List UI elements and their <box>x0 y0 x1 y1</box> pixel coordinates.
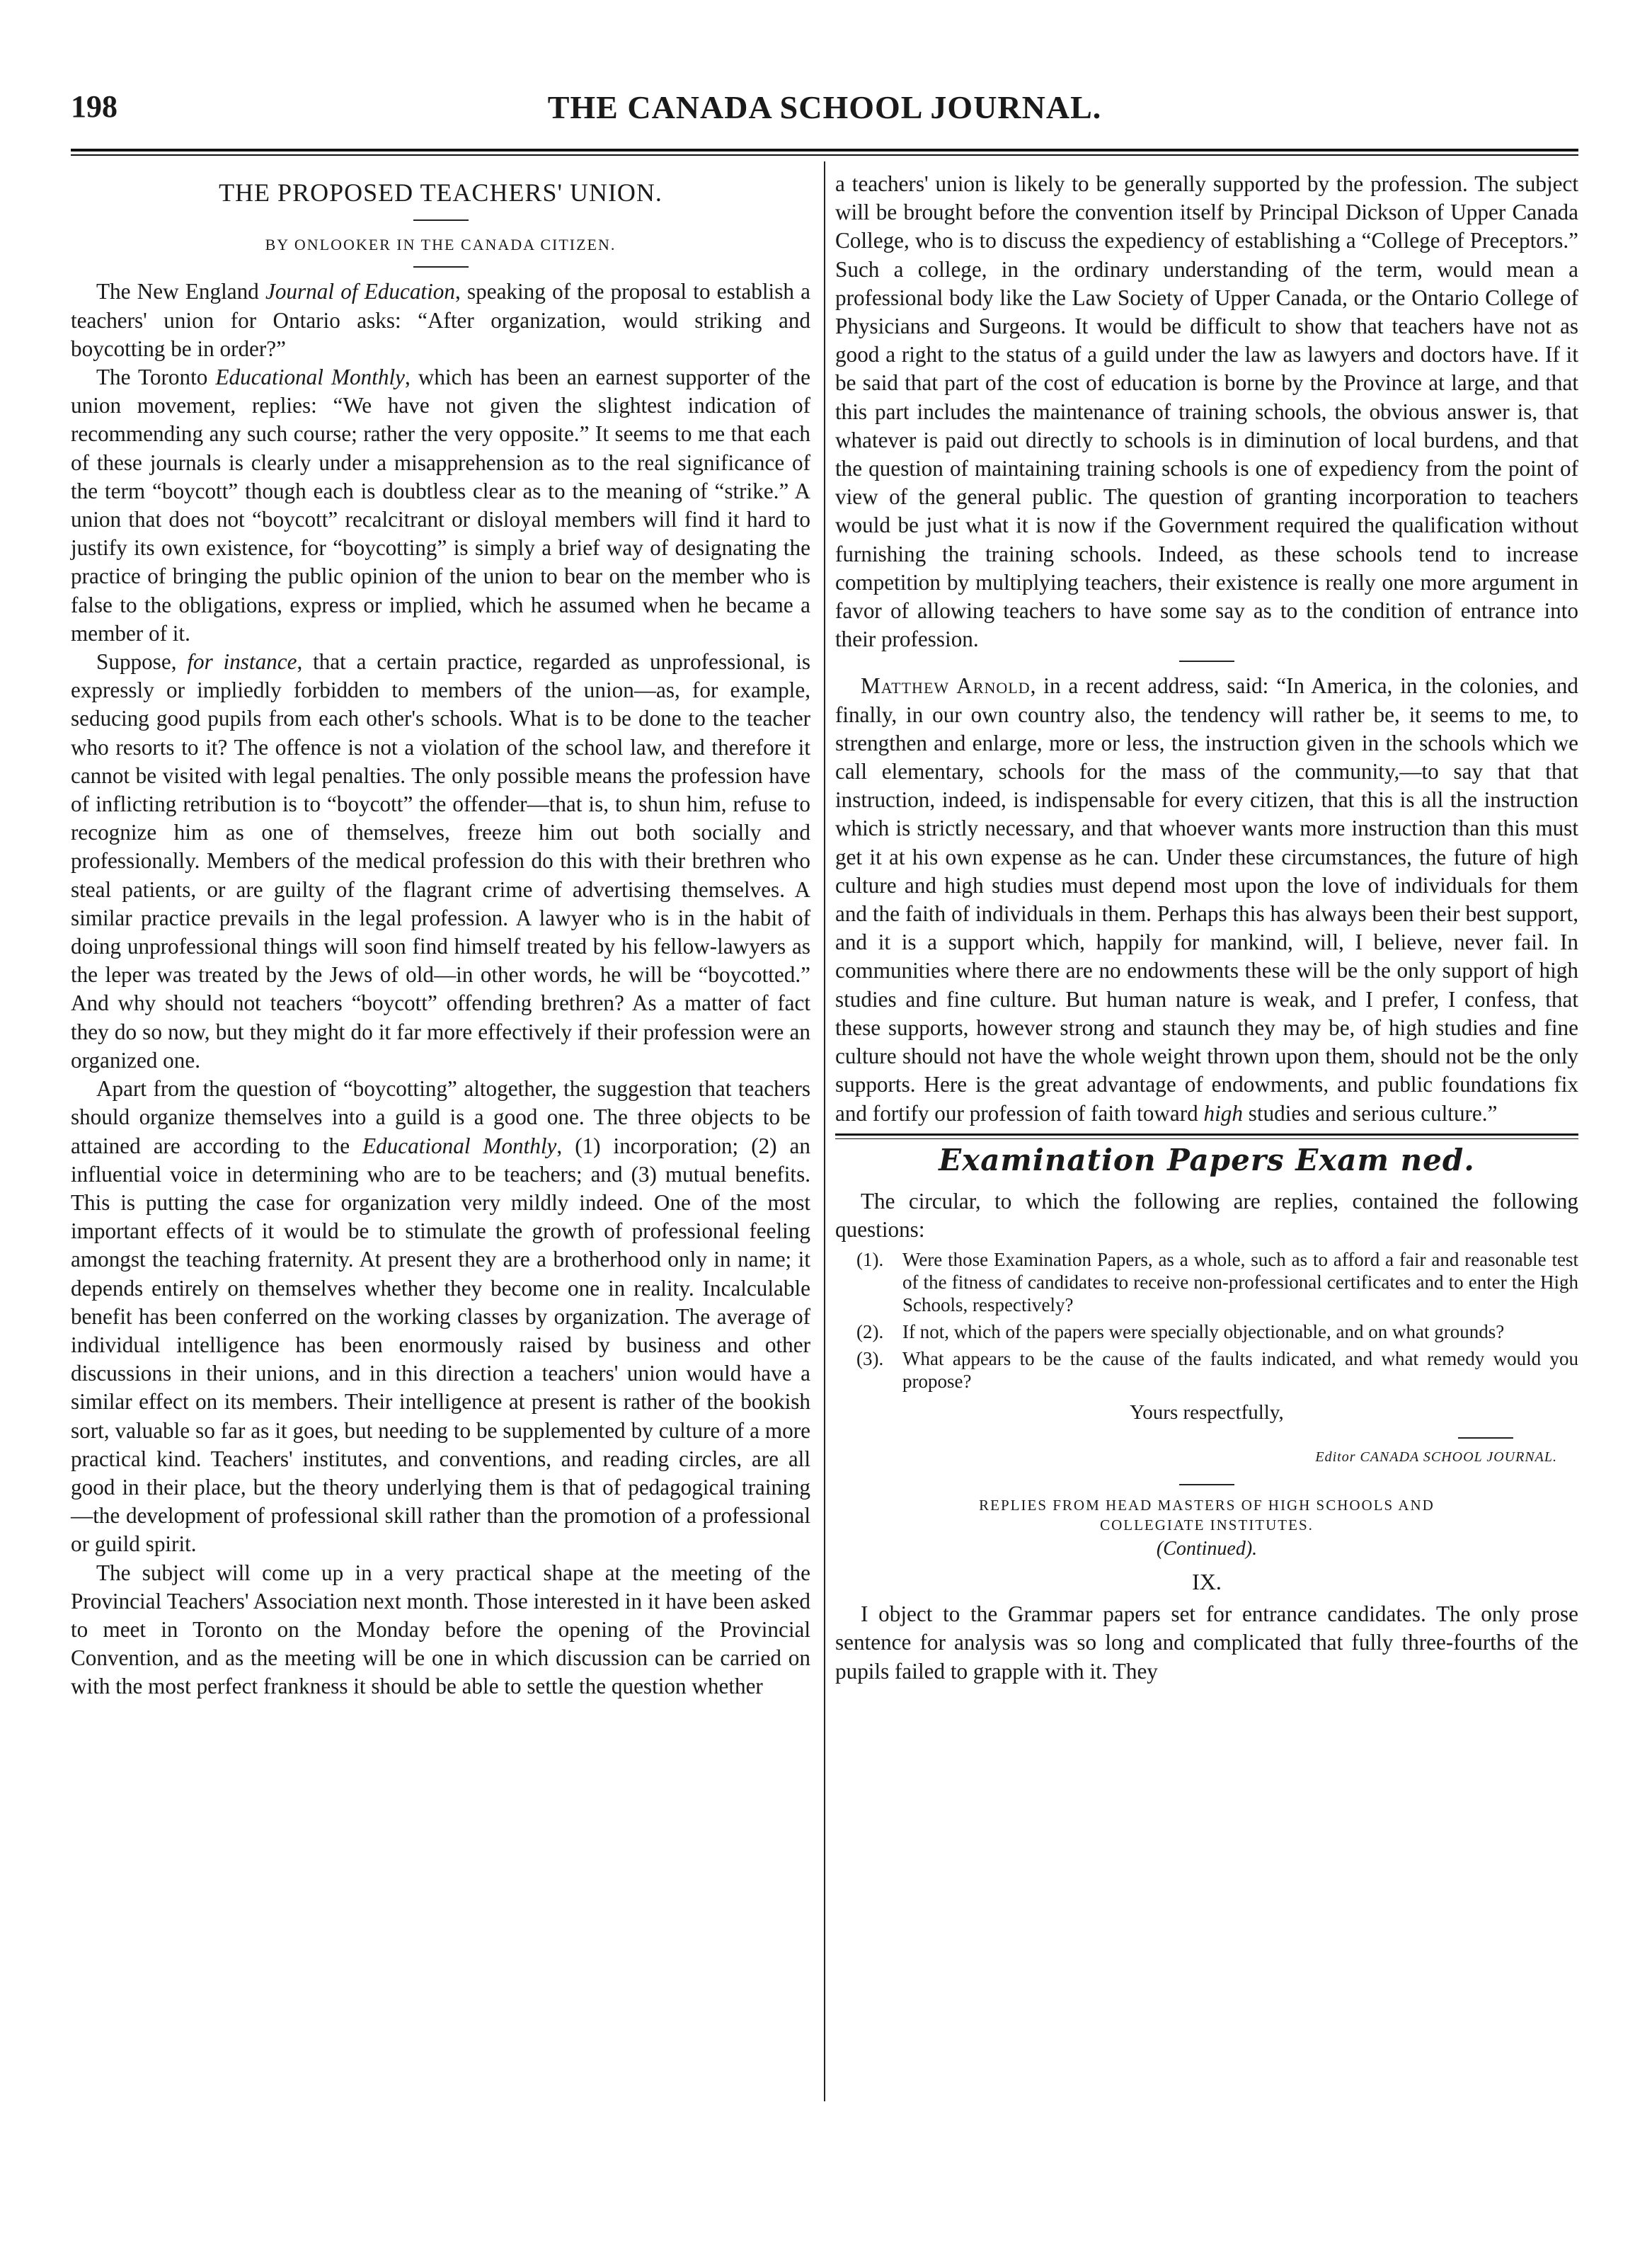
column-divider <box>824 161 825 2101</box>
circular-intro: The circular, to which the following are replies, contained the following questions: <box>835 1188 1578 1243</box>
right-column <box>835 170 1578 1686</box>
replies-heading: REPLIES FROM HEAD MASTERS OF HIGH SCHOOLS AND <box>979 1496 1435 1514</box>
replies-heading-line-2: COLLEGIATE INSTITUTES. <box>1100 1516 1314 1534</box>
closing: Yours respectfully, <box>1130 1401 1284 1424</box>
continued-label: (Continued). <box>1156 1537 1258 1560</box>
article-paragraph-1: The New England Journal of Education, speaking of the proposal to establish a teachers' union for Ontario asks: “After organization, would striking and boycotting be in order?” <box>71 279 810 361</box>
article-paragraph-continued: a teachers' union is likely to be generally supported by the profession. The subject will be brought before the convention itself by Principal Dickson of Upper Canada College, who is to discuss the expediency of establishing a “College of Preceptors.” Such a college, in the ordinary understanding of the term, would mean a professional body like the Law Society of Upper Canada, or the Ontario College of Physicians and Surgeons. It would be difficult to show that teachers have not as good a right to the status of a guild under the law as lawyers and doctors have. If it be said that part of the cost of education is borne by the Province at large, and that this part includes the maintenance of training schools, the obvious answer is, that whatever is paid out directly to schools is in diminution of local burdens, and that the question of maintaining training schools is one of expediency from the point of view of the general public. The question of granting incorporation to teachers would be just what it is now if the Government required the qualification without furnishing the training schools. Indeed, as these schools tend to increase competition by multiplying teachers, their existence is really one more argument in favor of allowing teachers to have some say as to the condition of entrance into their profession. <box>835 171 1578 652</box>
article-paragraph-5: The subject will come up in a very practical shape at the meeting of the Provincial Teachers' Association next month. Those interested in it have been asked to meet in Toronto on the Monday before the opening of the Provincial Convention, and as the meeting will be one in which discussion can be carried on with the most perfect frankness it should be able to settle the question whether <box>71 1560 810 1699</box>
question-item: (3). What appears to be the cause of the faults indicated, and what remedy would you propose? <box>856 1348 1578 1393</box>
question-item: (1). Were those Examination Papers, as a whole, such as to afford a fair and reasonable test of the fitness of candidates to receive non-professional certificates and to enter the High Schools, respectively? <box>856 1249 1578 1316</box>
signature: Editor CANADA SCHOOL JOURNAL. <box>1315 1449 1557 1465</box>
article-paragraph-3: Suppose, for instance, that a certain practice, regarded as unprofessional, is expressly or impliedly forbidden to members of the union—as, for example, seducing good pupils from each other's schools. What is to be done to the teacher who resorts to it? The offence is not a violation of the school law, and therefore it cannot be visited with legal penalties. The only possible means the profession have of inflicting retribution is to “boycott” the offender—that is, to shun him, refuse to recognize him as one of themselves, freeze him out both socially and professionally. Members of the medical profession do this with their brethren who steal patients, or are guilty of the flagrant crime of advertising themselves. A similar practice prevails in the legal profession. A lawyer who is in the habit of doing unprofessional things will soon find himself treated by his fellow-lawyers as the leper was treated by the Jews of old—in other words, he will be “boycotted.” And why should not teachers “boycott” offending brethren? As a matter of fact they do so now, but they might do it far more effectively if their profession were an organized one. <box>71 649 810 1073</box>
page-header <box>71 88 1578 138</box>
section-rule <box>835 1133 1578 1136</box>
header-rule-thin <box>71 154 1578 156</box>
signature-divider <box>1458 1437 1513 1439</box>
questions-list <box>835 1248 1578 1393</box>
title-divider <box>413 219 469 221</box>
paragraph-divider <box>1179 661 1234 662</box>
question-item: (2). If not, which of the papers were specially objectionable, and on what grounds? <box>856 1321 1505 1343</box>
page-number: 198 <box>71 89 117 124</box>
reply-paragraph: I object to the Grammar papers set for entrance candidates. The only prose sentence for analysis was so long and complicated that fully three-fourths of the pupils failed to grapple with it. They <box>835 1601 1578 1684</box>
byline-divider <box>413 266 469 268</box>
article-paragraph-2: The Toronto Educational Monthly, which has been an earnest supporter of the union movement, replies: “We have not given the slightest indication of recommending any such course; rather the very opposite.” It seems to me that each of these journals is clearly under a misapprehension as to the real significance of the term “boycott” though each is doubtless clear as to the meaning of “strike.” A union that does not “boycott” recalcitrant or disloyal members will find it hard to justify its own existence, for “boycotting” is simply a brief way of designating the practice of bringing the public opinion of the union to bear on the member who is false to the obligations, express or implied, which he assumed when he became a member of it. <box>71 365 811 646</box>
article-byline: BY ONLOOKER IN THE CANADA CITIZEN. <box>265 236 616 254</box>
reply-number: IX. <box>1192 1568 1222 1594</box>
article-paragraph-4: Apart from the question of “boycotting” altogether, the suggestion that teachers should organize themselves into a guild is a good one. The three objects to be attained are according to the Educational Monthly, (1) incorporation; (2) an influential voice in determining who are to be teachers; and (3) mutual benefits. This is putting the case for organization very mildly indeed. One of the most important effects of it would be to stimulate the growth of professional feeling amongst the teaching fraternity. At present they are a brotherhood only in name; it depends entirely on themselves whether they become one in reality. Incalculable benefit has been conferred on the working classes by organization. The average of individual intelligence has been enormously raised by business and other discussions in their unions, and in this direction a teachers' union would have a similar effect on its members. Their intelligence at present is rather of the bookish sort, valuable so far as it goes, but needing to be supplemented by culture of a more practical kind. Teachers' institutes, and conventions, and reading circles, are all good in their place, but the theory underlying them is that of pedagogical training—the development of professional skill rather than the promotion of a professional or guild spirit. <box>71 1076 810 1557</box>
arnold-paragraph: Matthew Arnold, in a recent address, said: “In America, in the colonies, and finally, in our own country also, the tendency will rather be, it seems to me, to strengthen and enlarge, more or less, the instruction given in the schools which we call elementary, schools for the mass of the community,—to say that that instruction, indeed, is indispensable for every citizen, that this is all the instruction which is strictly necessary, and that whoever wants more instruction than this must get it at his own expense as he can. Under these circumstances, the future of high culture and high studies must depend most upon the love of individuals for them and the faith of individuals in them. Perhaps this has always been their best support, and it is a support which, happily for mankind, will, I believe, never fail. In communities where there are no endowments these will be the only support of high studies and fine culture. But human nature is weak, and I prefer, I confess, that these supports, however strong and staunch they may be, of high studies and fine culture should not have the whole weight thrown upon them, should not be the only supports. Here is the great advantage of endowments, and public foundations fix and fortify our profession of faith toward high studies and serious culture.” <box>835 673 1578 1126</box>
section-title: Examination Papers Exam ned. <box>939 1142 1475 1177</box>
running-title: THE CANADA SCHOOL JOURNAL. <box>547 89 1102 125</box>
left-column <box>71 170 810 1701</box>
header-rule <box>71 149 1578 152</box>
replies-divider <box>1179 1484 1234 1485</box>
article-title: THE PROPOSED TEACHERS' UNION. <box>219 178 662 207</box>
section-rule-thin <box>835 1138 1578 1139</box>
